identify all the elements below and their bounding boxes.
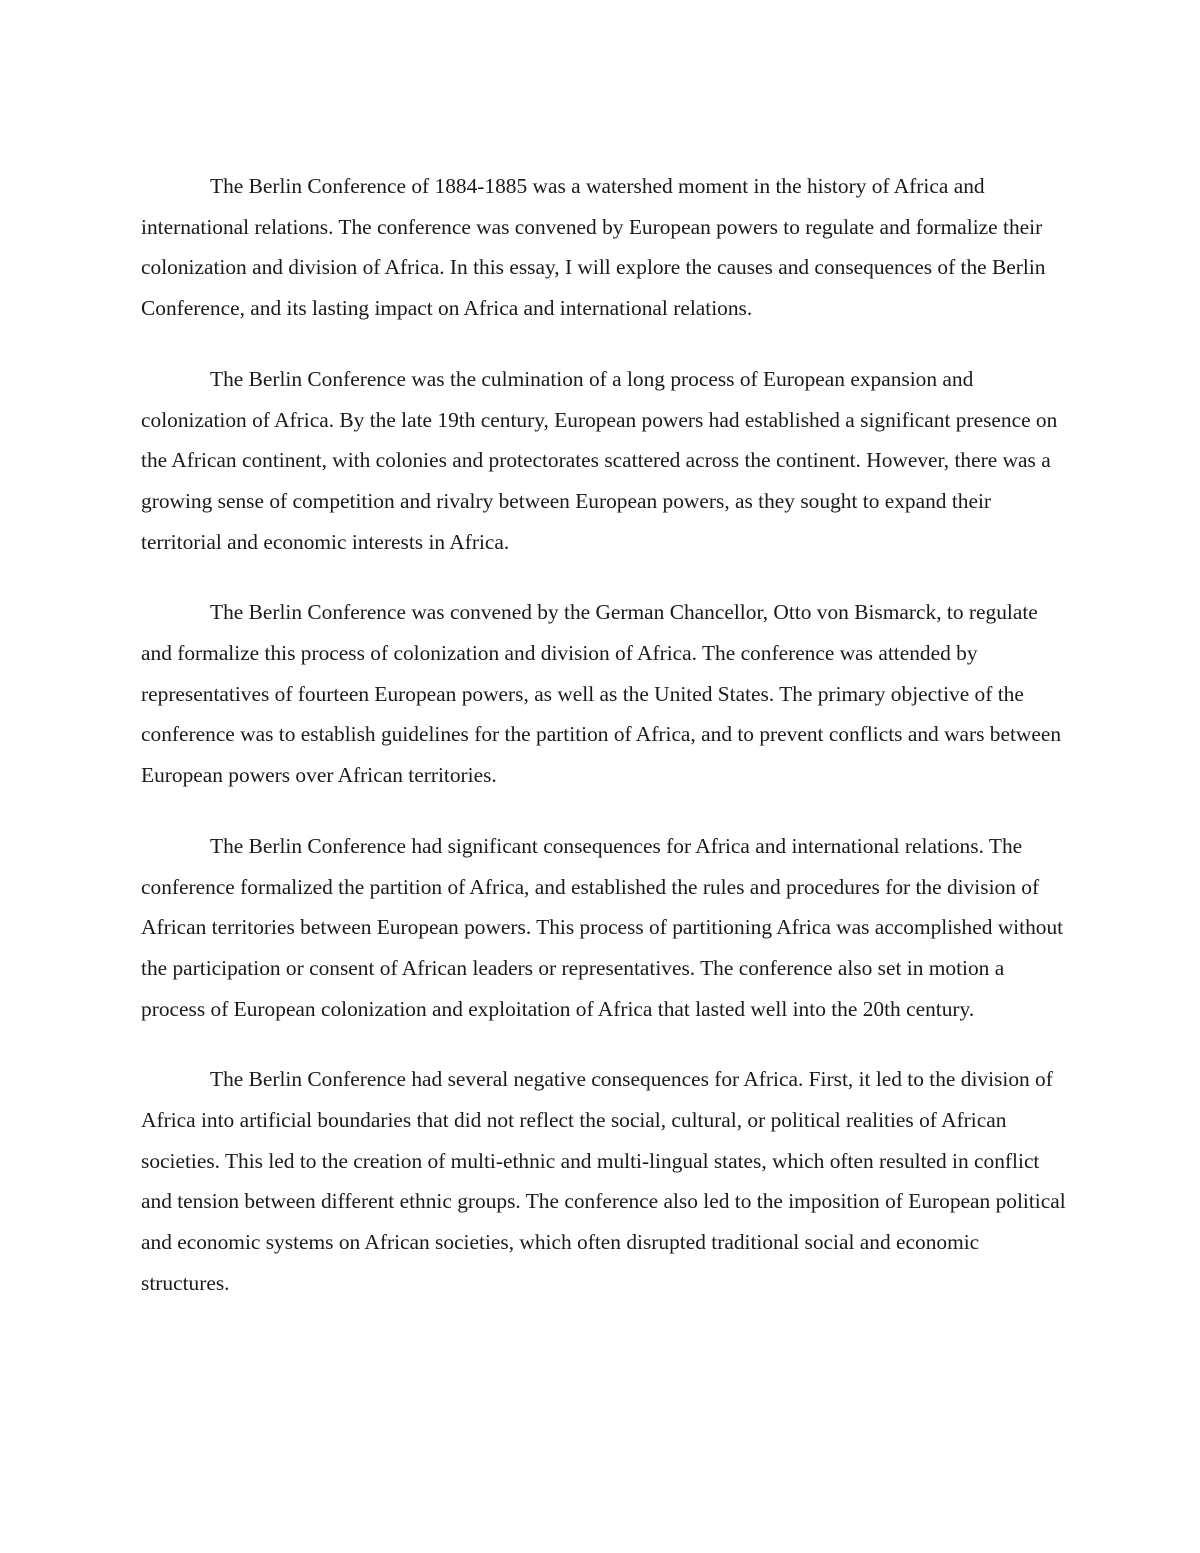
paragraph-background: The Berlin Conference was the culmination of a long process of European expansion and colonization of Africa. By the late 19th century, European powers had established a significant presence on the African continent, with colonies and protectorates scattered across the continent. However, there was a growing sense of competition and rivalry between European powers, as they sought to expand their territorial and economic interests in Africa. <box>141 366 1058 554</box>
paragraph-introduction: The Berlin Conference of 1884-1885 was a watershed moment in the history of Africa and international relations. The conference was convened by European powers to regulate and formalize their colonization and division of Africa. In this essay, I will explore the causes and consequences of the Berlin Conference, and its lasting impact on Africa and international relations. <box>141 174 1046 321</box>
paragraph-consequences: The Berlin Conference had significant consequences for Africa and international relations. The conference formalized the partition of Africa, and established the rules and procedures for the division of African territories between European powers. This process of partitioning Africa was accomplished without the participation or consent of African leaders or representatives. The conference also set in motion a process of European colonization and exploitation of Africa that lasted well into the 20th century. <box>141 833 1064 1021</box>
paragraph-convening: The Berlin Conference was convened by the German Chancellor, Otto von Bismarck, to regulate and formalize this process of colonization and division of Africa. The conference was attended by representatives of fourteen European powers, as well as the United States. The primary objective of the conference was to establish guidelines for the partition of Africa, and to prevent conflicts and wars between European powers over African territories. <box>141 600 1062 788</box>
paragraph-negative-consequences: The Berlin Conference had several negative consequences for Africa. First, it led to the division of Africa into artificial boundaries that did not reflect the social, cultural, or political realities of African societies. This led to the creation of multi-ethnic and multi-lingual states, which often resulted in conflict and tension between different ethnic groups. The conference also led to the imposition of European political and economic systems on African societies, which often disrupted traditional social and economic structures. <box>141 1067 1066 1295</box>
essay-body <box>141 166 1066 1334</box>
